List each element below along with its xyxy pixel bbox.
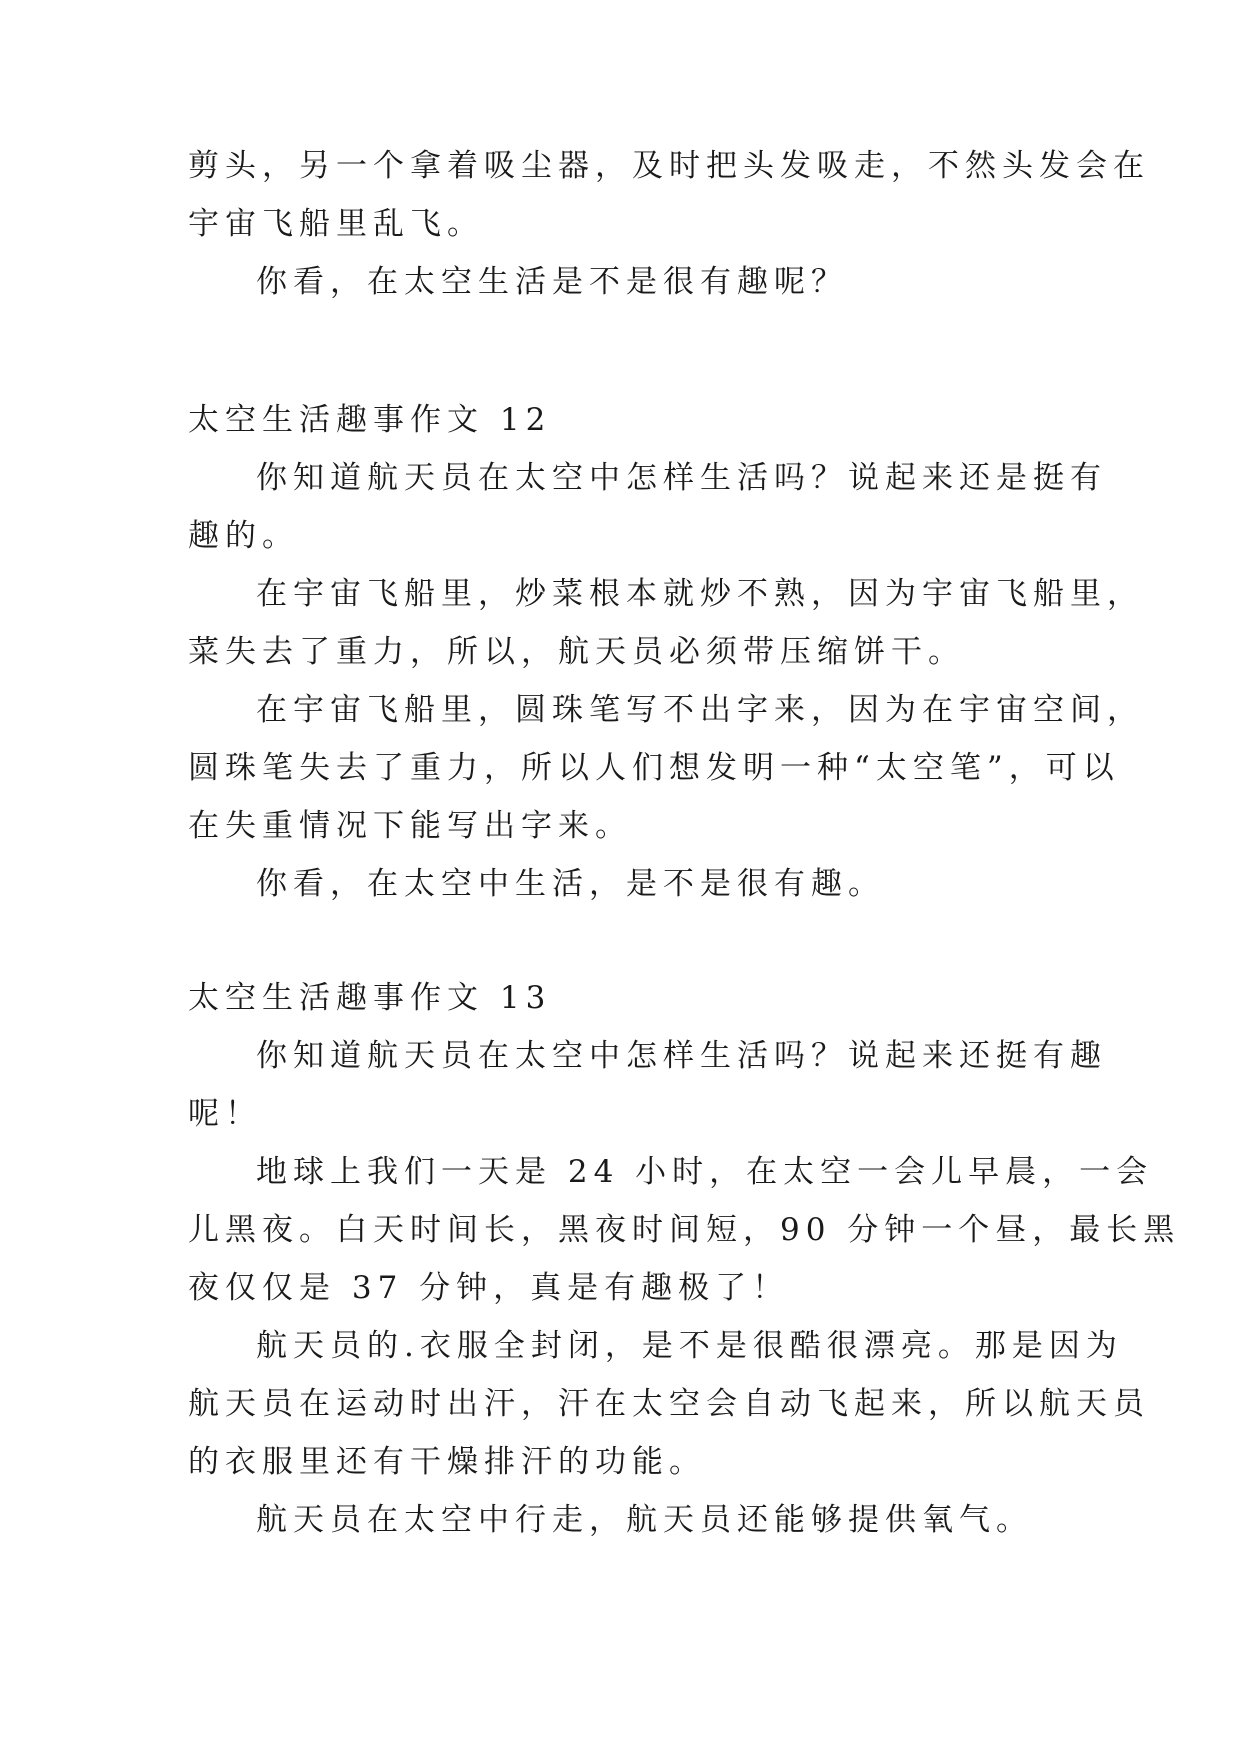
text-line: 你看，在太空中生活，是不是很有趣。 — [256, 866, 885, 902]
text-line: 航天员的.衣服全封闭，是不是很酷很漂亮。那是因为 — [256, 1328, 1123, 1364]
text-line: 菜失去了重力，所以，航天员必须带压缩饼干。 — [188, 634, 965, 670]
text-line: 儿黑夜。白天时间长，黑夜时间短，90 分钟一个昼，最长黑 — [188, 1212, 1181, 1248]
text-line: 圆珠笔失去了重力，所以人们想发明一种“太空笔”，可以 — [188, 750, 1120, 786]
text-line: 你看，在太空生活是不是很有趣呢？ — [256, 264, 848, 300]
text-line: 宇宙飞船里乱飞。 — [188, 206, 484, 242]
text-line: 剪头，另一个拿着吸尘器，及时把头发吸走，不然头发会在 — [188, 148, 1150, 184]
text-line: 在失重情况下能写出字来。 — [188, 808, 632, 844]
text-line: 在宇宙飞船里，圆珠笔写不出字来，因为在宇宙空间， — [256, 692, 1144, 728]
text-line: 夜仅仅是 37 分钟，真是有趣极了！ — [188, 1270, 790, 1306]
text-line: 在宇宙飞船里，炒菜根本就炒不熟，因为宇宙飞船里， — [256, 576, 1144, 612]
text-line: 地球上我们一天是 24 小时，在太空一会儿早晨，一会 — [256, 1154, 1154, 1190]
text-line: 呢！ — [188, 1096, 262, 1132]
text-line: 的衣服里还有干燥排汗的功能。 — [188, 1444, 706, 1480]
text-line: 你知道航天员在太空中怎样生活吗？说起来还是挺有 — [256, 460, 1107, 496]
text-line: 趣的。 — [188, 518, 299, 554]
section-heading: 太空生活趣事作文 12 — [188, 402, 552, 438]
text-line: 航天员在运动时出汗，汗在太空会自动飞起来，所以航天员 — [188, 1386, 1150, 1422]
text-line: 你知道航天员在太空中怎样生活吗？说起来还挺有趣 — [256, 1038, 1107, 1074]
section-heading: 太空生活趣事作文 13 — [188, 980, 552, 1016]
text-line: 航天员在太空中行走，航天员还能够提供氧气。 — [256, 1502, 1033, 1538]
